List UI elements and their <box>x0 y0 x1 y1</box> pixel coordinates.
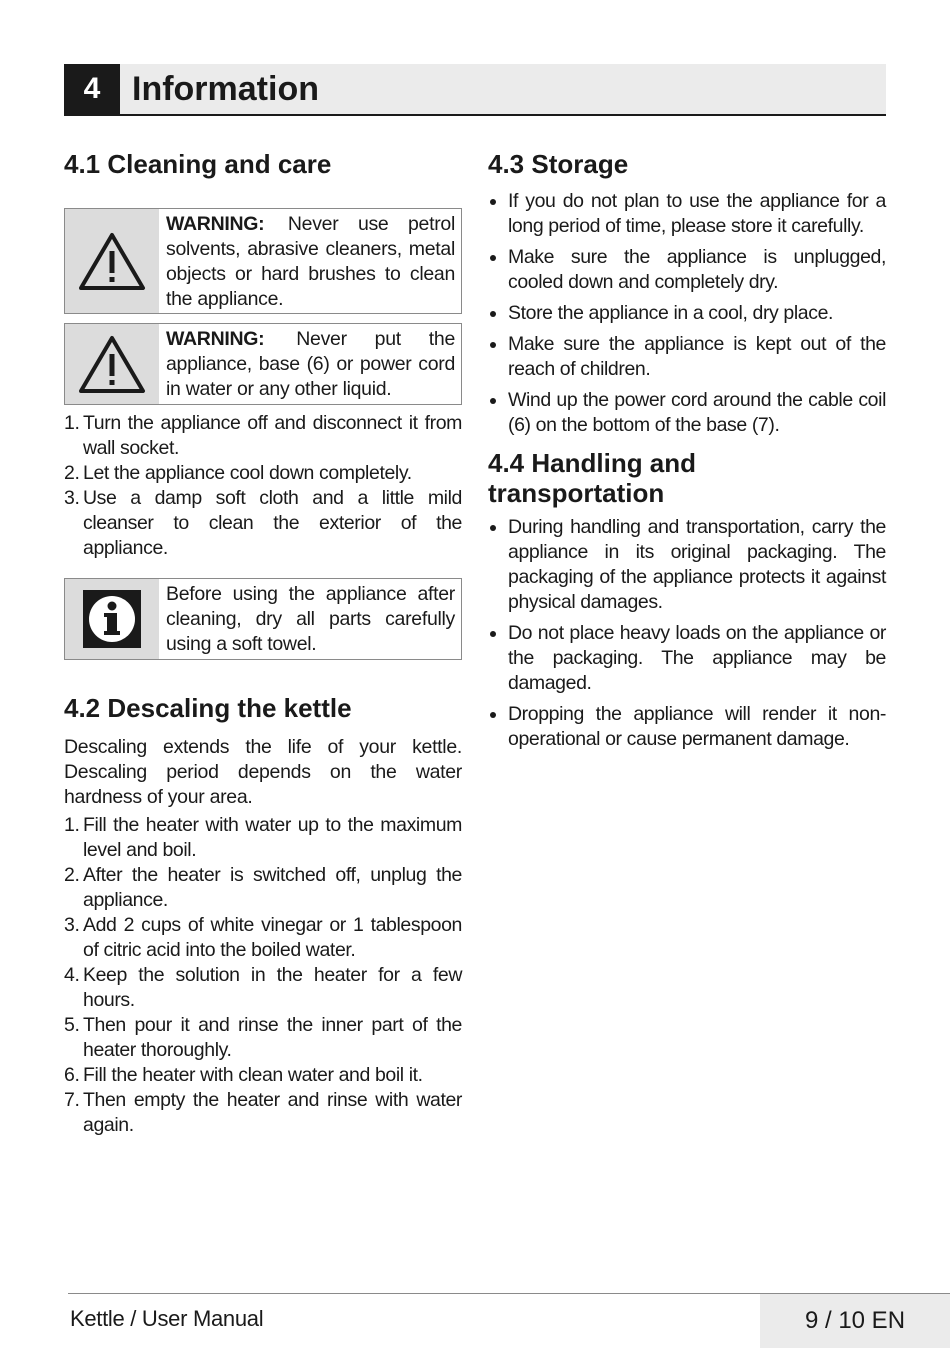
warning-triangle-icon <box>78 231 146 291</box>
list-item: During handling and transportation, carry the appliance in its original packaging. The packaging of the appliance protects it against physical damages. <box>488 515 886 615</box>
list-item: 3. Add 2 cups of white vinegar or 1 tablespoon of citric acid into the boiled water. <box>64 914 462 961</box>
section-heading-cleaning: 4.1 Cleaning and care <box>64 149 332 179</box>
list-item: 6. Fill the heater with clean water and boil it. <box>64 1064 423 1086</box>
left-column <box>64 148 462 1138</box>
info-icon <box>83 590 141 648</box>
list-item: 7. Then empty the heater and rinse with water again. <box>64 1089 462 1136</box>
section-heading-storage: 4.3 Storage <box>488 149 629 179</box>
footer-title: Kettle / User Manual <box>70 1306 264 1331</box>
list-item: Make sure the appliance is kept out of the reach of children. <box>488 332 886 382</box>
list-item: 1. Fill the heater with water up to the maximum level and boil. <box>64 814 462 861</box>
info-box-drying <box>64 578 462 660</box>
warning-body: Never use petrol solvents, abrasive cleaners, metal objects or hard brushes to clean the appliance. <box>166 213 455 310</box>
list-item: 4. Keep the solution in the heater for a few hours. <box>64 964 462 1011</box>
chapter-header <box>64 64 886 116</box>
list-item: 1. Turn the appliance off and disconnect it from wall socket. <box>64 412 462 459</box>
list-item: 3. Use a damp soft cloth and a little mild cleanser to clean the exterior of the appliance. <box>64 487 462 559</box>
page-number: 9 / 10 EN <box>760 1294 950 1348</box>
warning-label: WARNING: <box>166 213 265 235</box>
chapter-title: Information <box>132 70 319 108</box>
list-item: 2. After the heater is switched off, unplug the appliance. <box>64 864 462 911</box>
list-item: Store the appliance in a cool, dry place. <box>488 301 886 326</box>
list-item: Wind up the power cord around the cable coil (6) on the bottom of the base (7). <box>488 388 886 438</box>
descaling-steps <box>64 813 462 1138</box>
list-item: Make sure the appliance is unplugged, cooled down and completely dry. <box>488 245 886 295</box>
descaling-intro: Descaling extends the life of your kettle. Descaling period depends on the water hardness of your area. <box>64 736 462 808</box>
storage-bullets <box>488 189 886 438</box>
warning-text-cleaners <box>159 209 461 313</box>
warning-box-water <box>64 323 462 405</box>
cleaning-steps <box>64 411 462 561</box>
warning-label: WARNING: <box>166 328 265 350</box>
right-column <box>488 148 886 758</box>
section-heading-handling: 4.4 Handling and transportation <box>488 448 697 508</box>
warning-box-cleaners <box>64 208 462 314</box>
warning-triangle-icon <box>78 334 146 394</box>
chapter-number: 4 <box>64 64 120 114</box>
section-heading-descaling: 4.2 Descaling the kettle <box>64 693 352 723</box>
list-item: Do not place heavy loads on the appliance or the packaging. The appliance may be damaged. <box>488 621 886 696</box>
list-item: 2. Let the appliance cool down completely. <box>64 462 412 484</box>
warning-text-water <box>159 324 461 404</box>
info-text: Before using the appliance after cleaning, dry all parts carefully using a soft towel. <box>166 583 455 655</box>
handling-bullets <box>488 515 886 752</box>
list-item: Dropping the appliance will render it non-operational or cause permanent damage. <box>488 702 886 752</box>
list-item: If you do not plan to use the appliance for a long period of time, please store it carefully. <box>488 189 886 239</box>
list-item: 5. Then pour it and rinse the inner part of the heater thoroughly. <box>64 1014 462 1061</box>
warning-body: Never put the appliance, base (6) or power cord in water or any other liquid. <box>166 328 455 400</box>
